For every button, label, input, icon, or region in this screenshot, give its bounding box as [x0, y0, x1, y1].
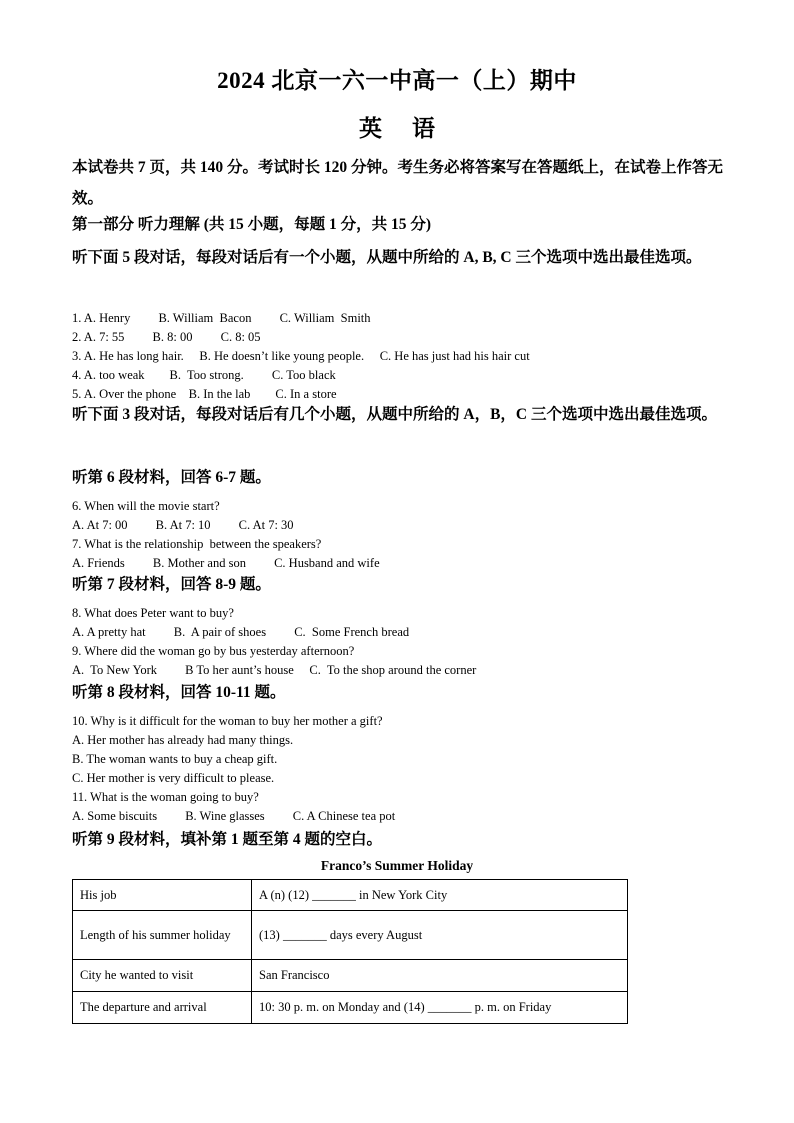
section6-line: 6. When will the movie start?: [72, 499, 220, 513]
section8-line: A. Some biscuits B. Wine glasses C. A Chinese tea pot: [72, 809, 396, 823]
section7-line: 8. What does Peter want to buy?: [72, 606, 234, 620]
part1-title: 第一部分 听力理解 (共 15 小题，每题 1 分，共 15 分): [72, 216, 432, 233]
section8-heading: 听第 8 段材料，回答 10-11 题。: [72, 684, 286, 701]
section7-line: A. A pretty hat B. A pair of shoes C. Some French bread: [72, 625, 410, 639]
section9-heading: 听第 9 段材料，填补第 1 题至第 4 题的空白。: [72, 831, 383, 848]
section8-line: 11. What is the woman going to buy?: [72, 790, 259, 804]
row-label: City he wanted to visit: [73, 960, 252, 992]
row-value: San Francisco: [252, 960, 628, 992]
subject-title: 英语: [359, 116, 465, 141]
row-value: (13) _______ days every August: [252, 911, 628, 960]
table-row: [73, 992, 628, 1024]
section6-line: 7. What is the relationship between the speakers?: [72, 537, 322, 551]
question-3: 3. A. He has long hair. B. He doesn’t like young people. C. He has just had his hair cut: [72, 349, 530, 363]
section6-line: A. Friends B. Mother and son C. Husband and wife: [72, 556, 380, 570]
question-1: 1. A. Henry B. William Bacon C. William Smith: [72, 311, 371, 325]
row-label: The departure and arrival: [73, 992, 252, 1024]
table-row: [73, 880, 628, 911]
instruction-1: 听下面 5 段对话，每段对话后有一个小题，从题中所给的 A, B, C 三个选项中选出最佳选项。: [72, 249, 702, 266]
section8-line: B. The woman wants to buy a cheap gift.: [72, 752, 278, 766]
question-4: 4. A. too weak B. Too strong. C. Too black: [72, 368, 336, 382]
section6-heading: 听第 6 段材料，回答 6-7 题。: [72, 469, 271, 486]
exam-intro: 本试卷共 7 页，共 140 分。考试时长 120 分钟。考生务必将答案写在答题纸上，在试卷上作答无效。: [72, 159, 724, 207]
section6-line: A. At 7: 00 B. At 7: 10 C. At 7: 30: [72, 518, 294, 532]
instruction-2: 听下面 3 段对话，每段对话后有几个小题，从题中所给的 A，B，C 三个选项中选出最佳选项。: [72, 406, 717, 423]
row-label: Length of his summer holiday: [73, 911, 252, 960]
section8-line: 10. Why is it difficult for the woman to buy her mother a gift?: [72, 714, 383, 728]
row-label: His job: [73, 880, 252, 911]
section7-heading: 听第 7 段材料，回答 8-9 题。: [72, 576, 271, 593]
exam-title: 2024 北京一六一中高一（上）期中: [217, 68, 577, 93]
table-title: Franco’s Summer Holiday: [320, 858, 474, 873]
question-2: 2. A. 7: 55 B. 8: 00 C. 8: 05: [72, 330, 261, 344]
table-row: [73, 960, 628, 992]
row-value: A (n) (12) _______ in New York City: [252, 880, 628, 911]
holiday-table: [72, 879, 628, 1024]
section7-line: A. To New York B To her aunt’s house C. To the shop around the corner: [72, 663, 477, 677]
table-row: [73, 911, 628, 960]
section8-line: A. Her mother has already had many things.: [72, 733, 294, 747]
question-5: 5. A. Over the phone B. In the lab C. In a store: [72, 387, 337, 401]
row-value: 10: 30 p. m. on Monday and (14) _______ p. m. on Friday: [252, 992, 628, 1024]
section8-line: C. Her mother is very difficult to please.: [72, 771, 275, 785]
section7-line: 9. Where did the woman go by bus yesterday afternoon?: [72, 644, 355, 658]
